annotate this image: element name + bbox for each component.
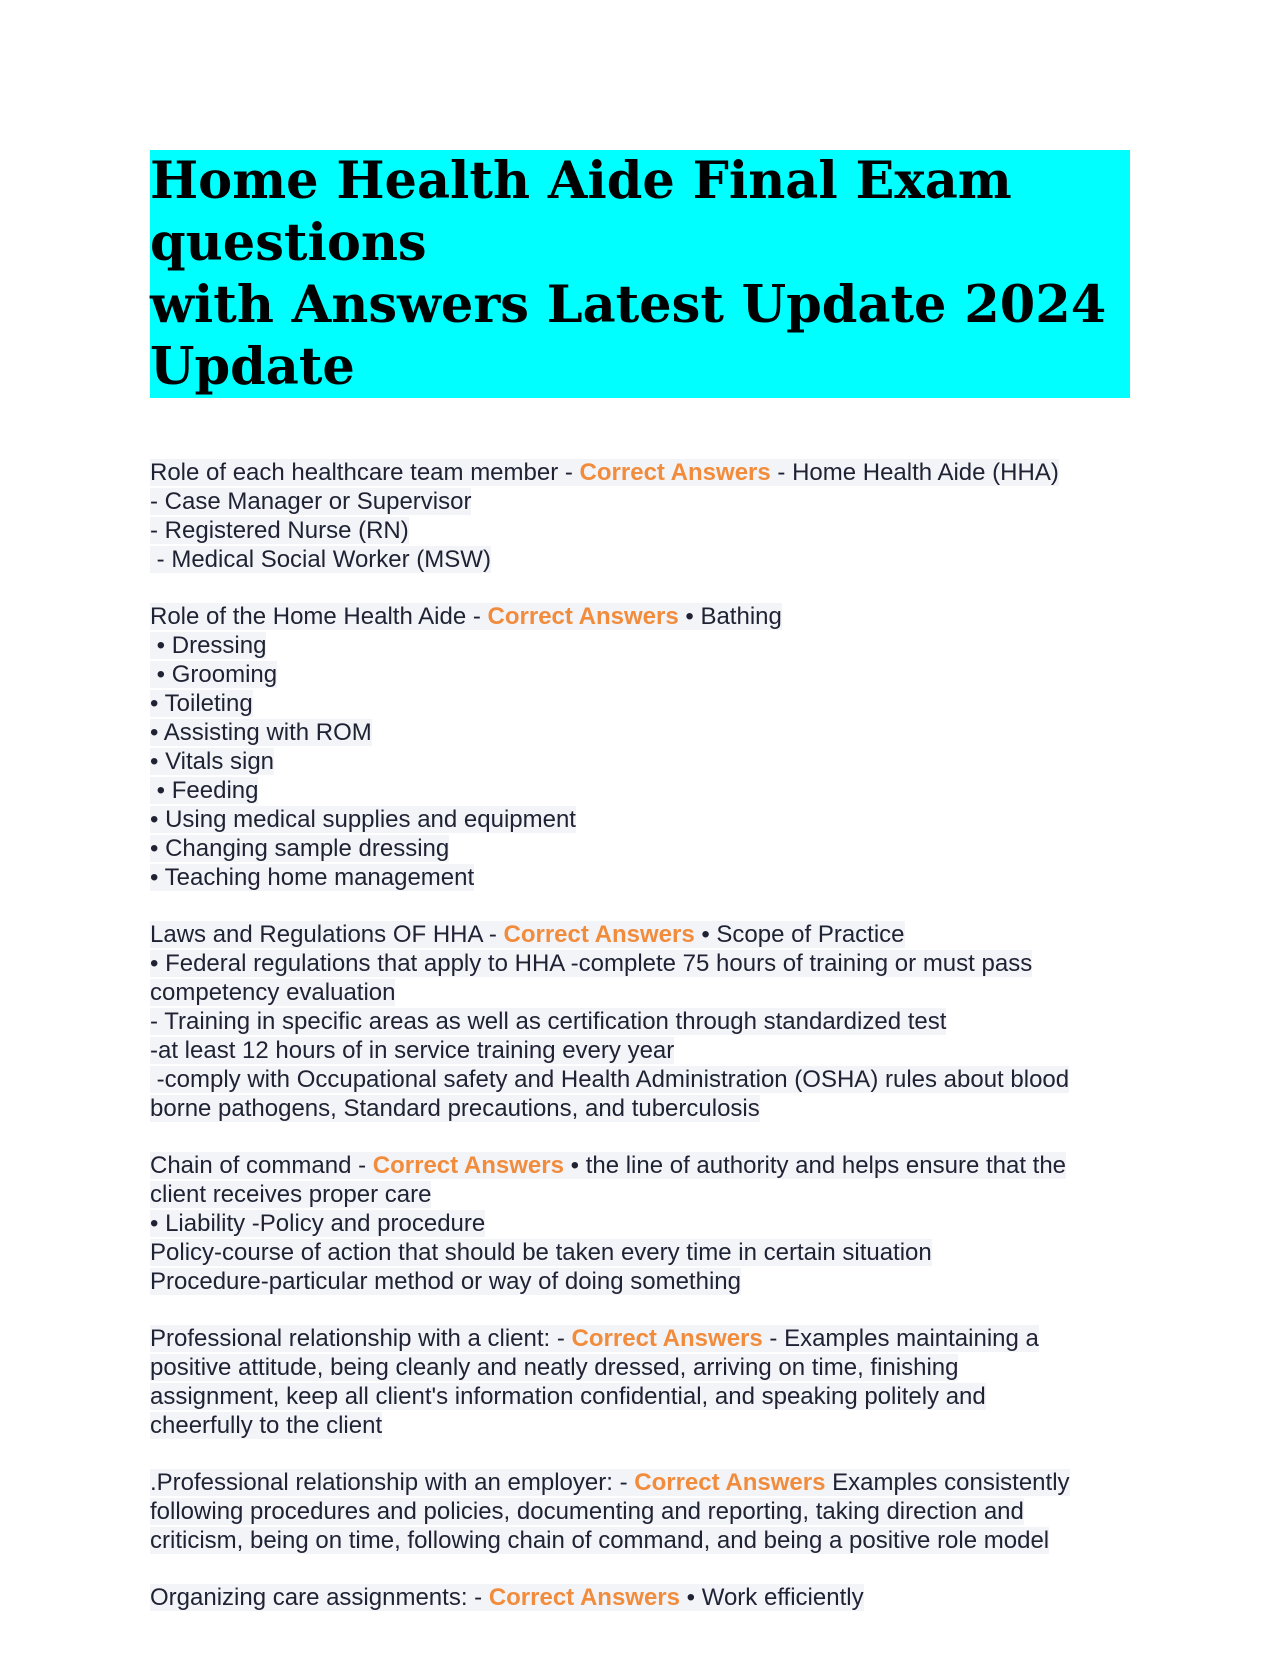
qa-item: [150, 1583, 1130, 1612]
answer-line: client receives proper care: [150, 1181, 432, 1208]
qa-question-line: [150, 458, 1130, 487]
qa-question-line: [150, 920, 1130, 949]
qa-item: [150, 920, 1130, 1123]
answer-text: - Home Health Aide (HHA): [770, 459, 1059, 486]
answer-line: Procedure-particular method or way of doing something: [150, 1268, 741, 1295]
answer-line: • Assisting with ROM: [150, 719, 372, 746]
answer-line: positive attitude, being cleanly and neatly dressed, arriving on time, finishing: [150, 1354, 959, 1381]
correct-answers-label: Correct Answers: [503, 921, 695, 948]
answer-line: • Grooming: [150, 661, 278, 688]
question-text: Professional relationship with a client: -: [150, 1325, 572, 1352]
question-text: Laws and Regulations OF HHA -: [150, 921, 504, 948]
question-text: Role of the Home Health Aide -: [150, 603, 488, 630]
qa-item: [150, 602, 1130, 892]
correct-answers-label: Correct Answers: [487, 603, 679, 630]
answer-line: • Dressing: [150, 632, 267, 659]
answer-line: - Training in specific areas as well as certification through standardized test: [150, 1008, 947, 1035]
qa-question-line: [150, 1468, 1130, 1497]
answer-line: -comply with Occupational safety and Health Administration (OSHA) rules about blood: [150, 1066, 1070, 1093]
title-part-2: questions: [150, 213, 427, 273]
answer-line: borne pathogens, Standard precautions, and tuberculosis: [150, 1095, 760, 1122]
answer-line: - Case Manager or Supervisor: [150, 488, 472, 515]
qa-question-line: [150, 1324, 1130, 1353]
answer-line: -at least 12 hours of in service training every year: [150, 1037, 675, 1064]
correct-answers-label: Correct Answers: [579, 459, 771, 486]
answer-text: - Examples maintaining a: [762, 1325, 1039, 1352]
answer-line: • Changing sample dressing: [150, 835, 450, 862]
qa-list: [150, 458, 1130, 1612]
question-text: Role of each healthcare team member -: [150, 459, 580, 486]
answer-line: • Teaching home management: [150, 864, 475, 891]
answer-line: cheerfully to the client: [150, 1412, 383, 1439]
qa-item: [150, 458, 1130, 574]
answer-text: • Scope of Practice: [694, 921, 905, 948]
question-text: Chain of command -: [150, 1152, 373, 1179]
answer-line: following procedures and policies, documenting and reporting, taking direction and: [150, 1498, 1024, 1525]
document-title: [150, 150, 1130, 398]
title-part-1: Home Health Aide Final Exam: [150, 151, 1012, 211]
answer-line: Policy-course of action that should be taken every time in certain situation: [150, 1239, 932, 1266]
answer-line: • Using medical supplies and equipment: [150, 806, 576, 833]
correct-answers-label: Correct Answers: [488, 1584, 680, 1611]
answer-text: • Work efficiently: [680, 1584, 864, 1611]
title-line-2: with Answers Latest Update 2024 Update: [150, 274, 1130, 398]
answer-line: - Medical Social Worker (MSW): [150, 546, 491, 573]
correct-answers-label: Correct Answers: [571, 1325, 763, 1352]
qa-item: [150, 1324, 1130, 1440]
answer-line: - Registered Nurse (RN): [150, 517, 409, 544]
title-line-1: [150, 150, 1130, 274]
answer-line: • Vitals sign: [150, 748, 275, 775]
correct-answers-label: Correct Answers: [634, 1469, 826, 1496]
qa-question-line: [150, 1583, 1130, 1612]
answer-line: • Toileting: [150, 690, 253, 717]
qa-question-line: [150, 602, 1130, 631]
question-text: Organizing care assignments: -: [150, 1584, 489, 1611]
qa-item: [150, 1151, 1130, 1296]
correct-answers-label: Correct Answers: [372, 1152, 564, 1179]
qa-item: [150, 1468, 1130, 1555]
answer-text: • the line of authority and helps ensure that the: [563, 1152, 1067, 1179]
answer-line: criticism, being on time, following chain of command, and being a positive role model: [150, 1527, 1050, 1554]
answer-line: • Liability -Policy and procedure: [150, 1210, 486, 1237]
answer-line: competency evaluation: [150, 979, 396, 1006]
qa-question-line: [150, 1151, 1130, 1180]
answer-line: • Feeding: [150, 777, 259, 804]
answer-text: • Bathing: [678, 603, 782, 630]
question-text: .Professional relationship with an employer: -: [150, 1469, 635, 1496]
document-page: [150, 150, 1130, 1640]
answer-line: assignment, keep all client's information confidential, and speaking politely and: [150, 1383, 986, 1410]
answer-text: Examples consistently: [825, 1469, 1070, 1496]
answer-line: • Federal regulations that apply to HHA -complete 75 hours of training or must pass: [150, 950, 1033, 977]
